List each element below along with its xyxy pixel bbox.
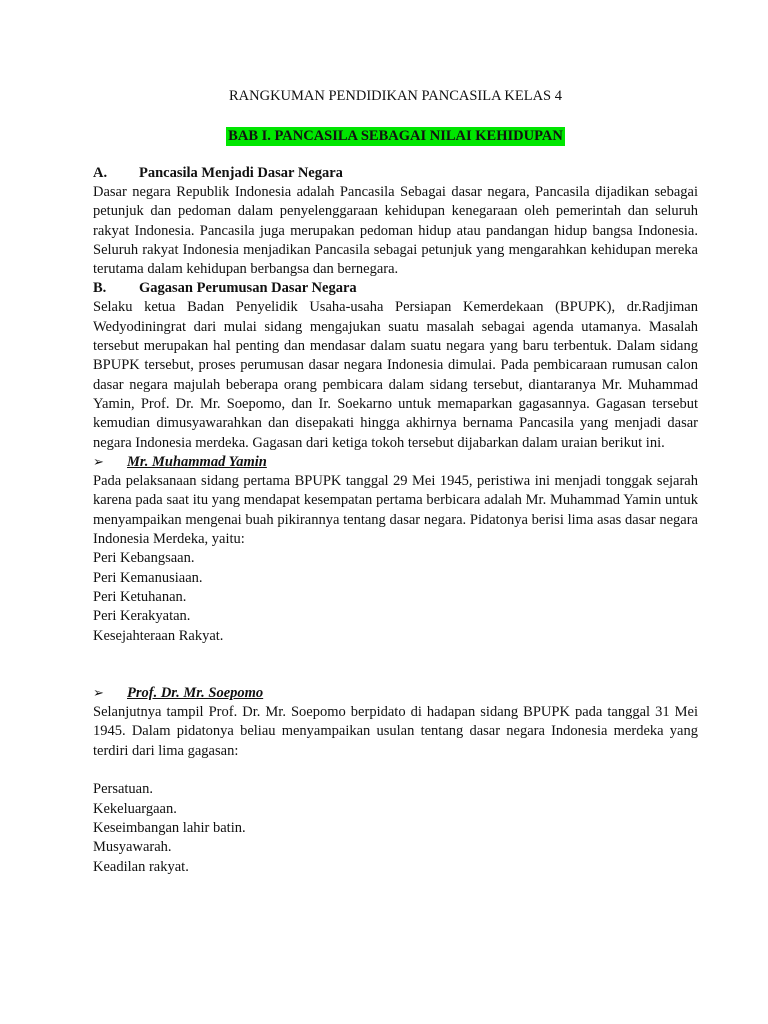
spacer [93,646,698,684]
section-a-title: Pancasila Menjadi Dasar Negara [139,165,343,181]
yamin-list [93,549,698,645]
soepomo-list [93,780,698,876]
document-title: RANGKUMAN PENDIDIKAN PANCASILA KELAS 4 [229,88,562,104]
list-item: Kesejahteraan Rakyat. [93,627,224,644]
soepomo-paragraph: Selanjutnya tampil Prof. Dr. Mr. Soepomo berpidato di hadapan sidang BPUPK pada tanggal 31 Mei 1945. Dalam pidatonya beliau menyampaikan usulan tentang dasar negara Indonesia merdeka yang terdiri dari lima gagasan: [93,704,698,759]
list-item: Peri Kebangsaan. [93,550,195,567]
section-b-heading [93,279,698,298]
list-item: Peri Kerakyatan. [93,608,191,625]
section-a-number: A. [93,165,108,181]
list-item: Keseimbangan lahir batin. [93,819,246,836]
section-a-heading [93,164,698,183]
list-item: Keadilan rakyat. [93,858,189,875]
chapter-heading-wrap [93,126,698,146]
arrow-bullet-icon: ➢ [93,685,104,701]
section-b-paragraph: Selaku ketua Badan Penyelidik Usaha-usaha Persiapan Kemerdekaan (BPUPK), dr.Radjiman Wedyodiningrat dari mulai sidang mengajukan suatu masalah sebagai agenda utamanya. Masalah tersebut merupakan hal penting dan mendasar dalam suatu negara yang baru terbentuk. Dalam sidang BPUPK tersebut, proses perumusan dasar negara Indonesia dimulai. Pada pembicaraan rumusan calon dasar negara majulah beberapa orang pembicara dalam sidang tersebut, diantaranya Mr. Muhammad Yamin, Prof. Dr. Mr. Soepomo, dan Ir. Soekarno untuk memaparkan gagasannya. Gagasan tersebut kemudian dimusyawarahkan dan disepakati hingga akhirnya bernama Pancasila yang menjadi dasar negara Indonesia merdeka. Gagasan dari ketiga tokoh tersebut dijabarkan dalam uraian berikut ini. [93,299,698,451]
chapter-heading: BAB I. PANCASILA SEBAGAI NILAI KEHIDUPAN [228,128,563,144]
list-item: Musyawarah. [93,839,172,856]
list-item: Peri Kemanusiaan. [93,569,203,586]
section-a-paragraph: Dasar negara Republik Indonesia adalah Pancasila Sebagai dasar negara, Pancasila dijadikan sebagai petunjuk dan pedoman dalam penyelenggaraan kehidupan kenegaraan oleh pemerintah dan seluruh rakyat Indonesia. Pancasila juga merupakan pedoman hidup atau pandangan hidup bangsa Indonesia. Seluruh rakyat Indonesia menjadikan Pancasila sebagai petunjuk yang mengarahkan kehidupan mereka terutama dalam kehidupan berbangsa dan bernegara. [93,184,698,278]
arrow-bullet-icon: ➢ [93,454,104,470]
yamin-heading [93,453,698,472]
soepomo-name: Prof. Dr. Mr. Soepomo [127,684,264,701]
section-b-number: B. [93,280,107,297]
yamin-paragraph: Pada pelaksanaan sidang pertama BPUPK tanggal 29 Mei 1945, peristiwa ini menjadi tonggak sejarah karena pada saat itu yang mendapat kesempatan pertama berbicara adalah Mr. Muhammad Yamin untuk menyampaikan mengenai buah pikirannya tentang dasar negara. Pidatonya berisi lima asas dasar negara Indonesia Merdeka, yaitu: [93,473,698,548]
list-item: Persatuan. [93,781,153,798]
section-b-title: Gagasan Perumusan Dasar Negara [139,280,357,297]
soepomo-heading [93,684,698,703]
list-item: Peri Ketuhanan. [93,588,187,605]
spacer [93,761,698,780]
yamin-name: Mr. Muhammad Yamin [127,453,267,470]
list-item: Kekeluargaan. [93,800,177,817]
